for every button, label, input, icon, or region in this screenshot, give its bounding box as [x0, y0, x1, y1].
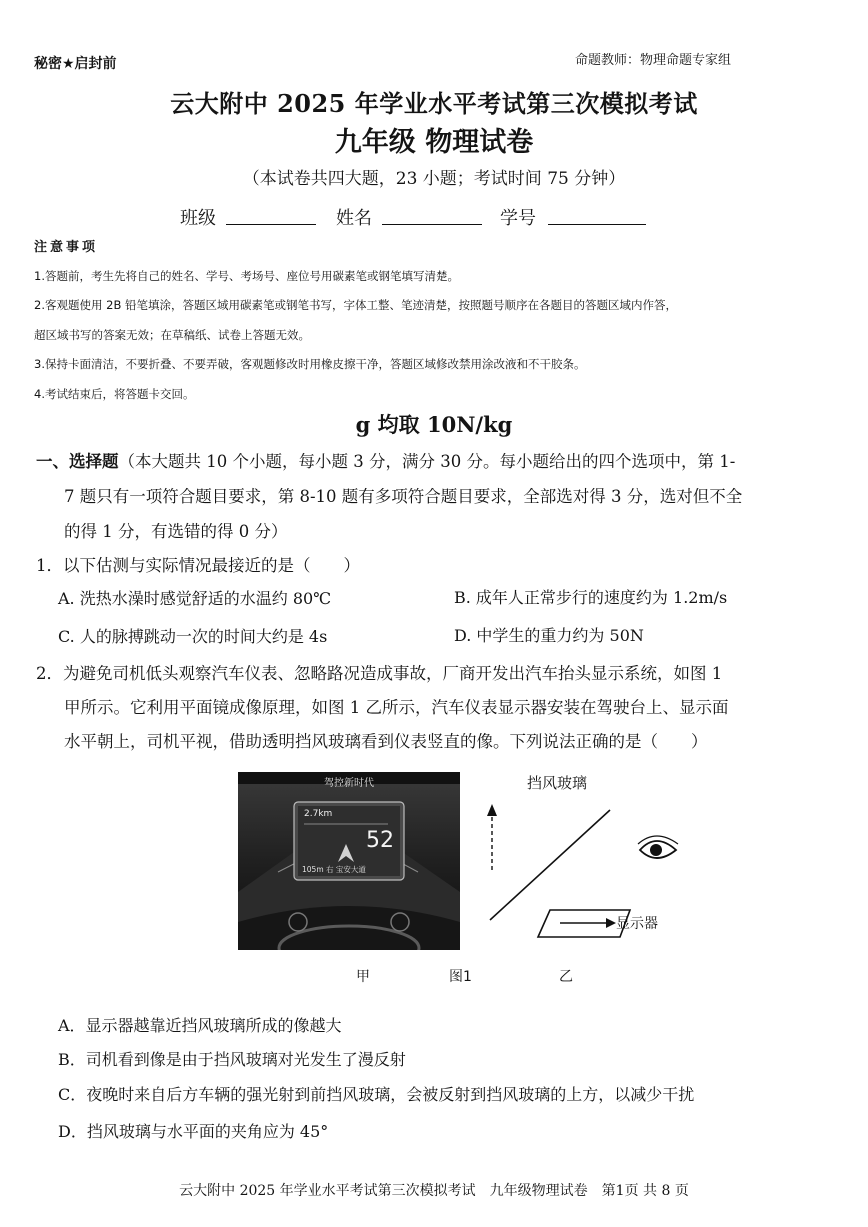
section-desc-line: 的得 1 分，有选错的得 0 分）	[64, 522, 288, 541]
exam-subtitle: 九年级 物理试卷	[334, 127, 534, 158]
page-footer: 云大附中 2025 年学业水平考试第三次模拟考试 九年级物理试卷 第1页 共 8 页	[179, 1183, 689, 1199]
exam-title: 云大附中 2025 年学业水平考试第三次模拟考试	[170, 89, 698, 118]
hud-road: 105m 右 宝安大道	[302, 865, 366, 874]
section-desc: （本大题共 10 个小题，每小题 3 分，满分 30 分。每小题给出的四个选项中，第 1-	[118, 452, 736, 471]
question-2-stem-line: 水平朝上，司机平视，借助透明挡风玻璃看到仪表竖直的像。下列说法正确的是（ ）	[64, 732, 708, 751]
confidential-mark: 秘密★启封前	[34, 56, 117, 72]
display-arrow-head	[606, 918, 616, 928]
photo-banner: 驾控新时代	[324, 778, 374, 789]
section-heading: 一、选择题	[36, 452, 119, 471]
note-item: 超区域书写的答案无效；在草稿纸、试卷上答题无效。	[34, 328, 310, 342]
question-2-stem: 2．为避免司机低头观察汽车仪表、忽略路况造成事故，厂商开发出汽车抬头显示系统，如图 1	[36, 664, 723, 683]
figure-caption: 图1	[449, 969, 472, 985]
name-field[interactable]	[382, 206, 482, 225]
name-label: 姓名	[336, 208, 372, 229]
notes-heading: 注意事项	[34, 240, 99, 255]
image-arrow-head	[487, 804, 497, 816]
windshield-label: 挡风玻璃	[527, 774, 588, 792]
question-1-option-c: C. 人的脉搏跳动一次的时间大约是 4s	[58, 627, 328, 646]
display-label: 显示器	[616, 916, 658, 932]
question-2-option-c: C．夜晚时来自后方车辆的强光射到前挡风玻璃，会被反射到挡风玻璃的上方，以减少干扰	[58, 1085, 695, 1104]
author-note: 命题教师：物理命题专家组	[575, 53, 732, 68]
section-one-intro	[36, 448, 735, 472]
question-1-option-d: D. 中学生的重力约为 50N	[454, 626, 644, 645]
exam-info: （本试卷共四大题，23 小题；考试时间 75 分钟）	[242, 169, 626, 189]
question-2-stem-line: 甲所示。它利用平面镜成像原理，如图 1 乙所示，汽车仪表显示器安装在驾驶台上、显示面	[64, 698, 729, 717]
note-item: 3.保持卡面清洁，不要折叠、不要弄破，客观题修改时用橡皮擦干净，答题区域修改禁用涂改液和不干胶条。	[34, 357, 586, 371]
hud-photo-illustration	[238, 772, 460, 950]
question-1-option-b: B. 成年人正常步行的速度约为 1.2m/s	[454, 588, 728, 607]
hud-diagram	[480, 770, 700, 950]
question-2-option-a: A．显示器越靠近挡风玻璃所成的像越大	[58, 1016, 342, 1035]
student-id-label: 学号	[500, 208, 536, 229]
question-1-option-a: A. 洗热水澡时感觉舒适的水温约 80℃	[58, 589, 332, 608]
section-desc-line: 7 题只有一项符合题目要求，第 8-10 题有多项符合题目要求，全部选对得 3 分，选对但不全	[64, 487, 743, 506]
note-item: 1.答题前，考生先将自己的姓名、学号、考场号、座位号用碳素笔或钢笔填写清楚。	[34, 269, 459, 283]
hud-distance: 2.7km	[304, 809, 333, 819]
hud-speed: 52	[366, 828, 394, 853]
question-1-stem: 1．以下估测与实际情况最接近的是（ ）	[36, 556, 360, 575]
gravity-note: g 均取 10N/kg	[355, 412, 513, 437]
figure-caption-left: 甲	[356, 969, 370, 985]
class-label: 班级	[180, 208, 216, 229]
eye-icon	[638, 836, 678, 858]
note-item: 2.客观题使用 2B 铅笔填涂，答题区域用碳素笔或钢笔书写，字体工整、笔迹清楚，按照题号顺序在各题目的答题区域内作答，	[34, 298, 677, 312]
hud-photo	[238, 772, 460, 950]
question-2-option-d: D．挡风玻璃与水平面的夹角应为 45°	[58, 1122, 329, 1141]
figure-caption-right: 乙	[559, 969, 573, 985]
note-item: 4.考试结束后，将答题卡交回。	[34, 387, 195, 401]
question-2-option-b: B．司机看到像是由于挡风玻璃对光发生了漫反射	[58, 1050, 406, 1069]
windshield-line	[490, 810, 610, 920]
student-id-field[interactable]	[548, 206, 646, 225]
class-field[interactable]	[226, 206, 316, 225]
